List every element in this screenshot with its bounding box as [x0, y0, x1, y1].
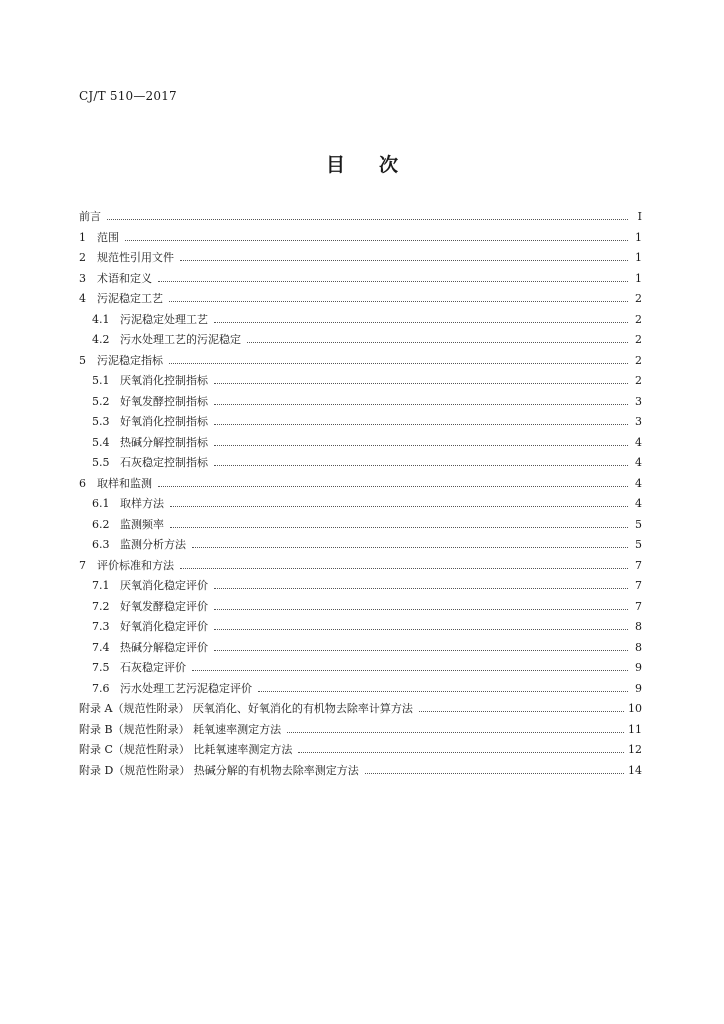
- toc-entry-number: 5.2: [92, 394, 110, 408]
- toc-entry[interactable]: [79, 208, 642, 229]
- toc-entry-page: 7: [635, 579, 642, 592]
- toc-dot-leader: [214, 609, 628, 610]
- toc-entry[interactable]: [79, 598, 642, 619]
- toc-entry-page: 1: [635, 271, 642, 285]
- table-of-contents: [79, 208, 642, 782]
- toc-entry-label: 附录 D（规范性附录） 热碱分解的有机物去除率测定方法: [79, 763, 359, 777]
- toc-dot-leader: [214, 629, 628, 630]
- toc-entry-page: 3: [635, 394, 642, 408]
- toc-dot-leader: [214, 650, 628, 651]
- toc-dot-leader: [158, 281, 628, 282]
- toc-entry-page: 2: [635, 374, 642, 387]
- toc-entry[interactable]: [79, 372, 642, 393]
- toc-entry-number: 6.2: [92, 517, 110, 531]
- toc-entry-number: 7.1: [92, 579, 110, 592]
- toc-entry-number: 5: [79, 353, 86, 367]
- toc-entry[interactable]: [79, 229, 642, 250]
- toc-entry-page: 2: [635, 312, 642, 326]
- toc-entry-page: 4: [635, 476, 642, 490]
- toc-entry-number: 6.3: [92, 538, 110, 551]
- toc-entry-page: 3: [635, 415, 642, 428]
- toc-dot-leader: [214, 445, 628, 446]
- toc-entry-page: 2: [635, 353, 642, 367]
- toc-dot-leader: [214, 383, 628, 384]
- toc-entry[interactable]: [79, 700, 642, 721]
- toc-dot-leader: [192, 670, 628, 671]
- toc-entry-label: 污泥稳定指标: [97, 353, 163, 367]
- toc-entry[interactable]: [79, 618, 642, 639]
- toc-entry-label: 前言: [79, 210, 101, 223]
- toc-entry-page: 14: [628, 763, 642, 777]
- toc-entry-label: 污水处理工艺污泥稳定评价: [120, 681, 252, 695]
- toc-dot-leader: [247, 342, 628, 343]
- toc-dot-leader: [419, 711, 624, 712]
- toc-entry[interactable]: [79, 454, 642, 475]
- toc-entry-page: Ⅰ: [637, 210, 642, 223]
- toc-dot-leader: [170, 506, 628, 507]
- toc-entry-page: 7: [635, 599, 642, 613]
- toc-entry-label: 附录 C（规范性附录） 比耗氧速率测定方法: [79, 743, 293, 756]
- toc-entry[interactable]: [79, 741, 642, 762]
- toc-entry-number: 4: [79, 292, 86, 305]
- toc-entry-label: 规范性引用文件: [97, 251, 174, 264]
- toc-entry-page: 1: [635, 251, 642, 264]
- toc-entry-page: 7: [635, 558, 642, 572]
- toc-entry-number: 7.2: [92, 599, 110, 613]
- toc-dot-leader: [214, 424, 628, 425]
- toc-entry-number: 4.2: [92, 333, 110, 346]
- toc-entry-label: 石灰稳定控制指标: [120, 456, 208, 469]
- toc-entry[interactable]: [79, 516, 642, 537]
- toc-entry-label: 监测分析方法: [120, 538, 186, 551]
- toc-entry[interactable]: [79, 290, 642, 311]
- toc-entry-label: 好氧发酵控制指标: [120, 394, 208, 408]
- toc-entry-number: 6.1: [92, 497, 110, 510]
- toc-entry-page: 4: [635, 435, 642, 449]
- toc-entry-label: 取样方法: [120, 497, 164, 510]
- toc-entry[interactable]: [79, 434, 642, 455]
- toc-entry[interactable]: [79, 536, 642, 557]
- toc-entry-label: 污泥稳定工艺: [97, 292, 163, 305]
- toc-entry-label: 好氧发酵稳定评价: [120, 599, 208, 613]
- toc-entry-number: 5.5: [92, 456, 110, 469]
- toc-entry-number: 7.5: [92, 661, 110, 674]
- toc-entry-label: 污泥稳定处理工艺: [120, 312, 208, 326]
- toc-entry-page: 12: [628, 743, 642, 756]
- toc-dot-leader: [107, 219, 628, 220]
- toc-dot-leader: [214, 465, 628, 466]
- toc-dot-leader: [170, 527, 628, 528]
- toc-entry-page: 4: [635, 497, 642, 510]
- toc-entry-page: 9: [635, 661, 642, 674]
- toc-entry[interactable]: [79, 659, 642, 680]
- toc-entry-number: 7.6: [92, 681, 110, 695]
- toc-entry-label: 热碱分解控制指标: [120, 435, 208, 449]
- toc-dot-leader: [180, 568, 628, 569]
- toc-entry-number: 2: [79, 251, 86, 264]
- toc-entry-label: 好氧消化控制指标: [120, 415, 208, 428]
- toc-entry-label: 评价标准和方法: [97, 558, 174, 572]
- toc-entry-page: 8: [635, 620, 642, 633]
- page-title: [0, 150, 724, 177]
- toc-entry-label: 石灰稳定评价: [120, 661, 186, 674]
- toc-dot-leader: [258, 691, 628, 692]
- toc-dot-leader: [158, 486, 628, 487]
- toc-entry-number: 4.1: [92, 312, 110, 326]
- toc-entry[interactable]: [79, 413, 642, 434]
- toc-dot-leader: [214, 588, 628, 589]
- toc-entry-label: 厌氧消化控制指标: [120, 374, 208, 387]
- toc-entry[interactable]: [79, 557, 642, 578]
- toc-entry[interactable]: [79, 639, 642, 660]
- toc-entry[interactable]: [79, 577, 642, 598]
- toc-dot-leader: [287, 732, 624, 733]
- toc-entry-page: 10: [628, 702, 642, 715]
- toc-entry[interactable]: [79, 352, 642, 373]
- toc-entry-page: 2: [635, 333, 642, 346]
- title-char-2: 次: [379, 154, 399, 176]
- toc-entry-page: 5: [635, 538, 642, 551]
- toc-entry[interactable]: [79, 249, 642, 270]
- toc-dot-leader: [365, 773, 624, 774]
- toc-dot-leader: [169, 363, 628, 364]
- toc-entry-label: 术语和定义: [97, 271, 152, 285]
- toc-entry-number: 5.1: [92, 374, 110, 387]
- standard-code: CJ/T 510—2017: [79, 89, 177, 103]
- toc-entry-page: 2: [635, 292, 642, 305]
- toc-entry-number: 6: [79, 476, 86, 490]
- toc-entry-page: 11: [628, 722, 642, 736]
- toc-dot-leader: [125, 240, 628, 241]
- toc-entry-label: 好氧消化稳定评价: [120, 620, 208, 633]
- toc-entry-label: 热碱分解稳定评价: [120, 640, 208, 654]
- toc-entry-label: 监测频率: [120, 517, 164, 531]
- toc-entry-label: 附录 A（规范性附录） 厌氧消化、好氧消化的有机物去除率计算方法: [79, 702, 413, 715]
- toc-entry-page: 4: [635, 456, 642, 469]
- toc-dot-leader: [180, 260, 628, 261]
- toc-dot-leader: [298, 752, 624, 753]
- toc-entry-label: 厌氧消化稳定评价: [120, 579, 208, 592]
- toc-entry-label: 污水处理工艺的污泥稳定: [120, 333, 241, 346]
- toc-entry-page: 1: [635, 230, 642, 244]
- title-char-1: 目: [325, 154, 345, 176]
- toc-entry[interactable]: [79, 721, 642, 742]
- toc-entry-number: 7: [79, 558, 86, 572]
- toc-entry[interactable]: [79, 331, 642, 352]
- toc-entry-label: 附录 B（规范性附录） 耗氧速率测定方法: [79, 722, 282, 736]
- toc-dot-leader: [214, 404, 628, 405]
- toc-dot-leader: [214, 322, 628, 323]
- toc-entry-number: 7.3: [92, 620, 110, 633]
- toc-dot-leader: [192, 547, 628, 548]
- toc-dot-leader: [169, 301, 628, 302]
- toc-entry[interactable]: [79, 475, 642, 496]
- toc-entry-label: 取样和监测: [97, 476, 152, 490]
- toc-entry[interactable]: [79, 495, 642, 516]
- toc-entry-page: 5: [635, 517, 642, 531]
- toc-entry-number: 7.4: [92, 640, 110, 654]
- toc-entry[interactable]: [79, 680, 642, 701]
- toc-entry-number: 1: [79, 230, 86, 244]
- toc-entry[interactable]: [79, 311, 642, 332]
- toc-entry-number: 5.3: [92, 415, 110, 428]
- toc-entry-page: 9: [635, 681, 642, 695]
- toc-entry[interactable]: [79, 393, 642, 414]
- toc-entry-page: 8: [635, 640, 642, 654]
- toc-entry[interactable]: [79, 762, 642, 783]
- toc-entry-number: 5.4: [92, 435, 110, 449]
- toc-entry-number: 3: [79, 271, 86, 285]
- toc-entry[interactable]: [79, 270, 642, 291]
- toc-entry-label: 范围: [97, 230, 119, 244]
